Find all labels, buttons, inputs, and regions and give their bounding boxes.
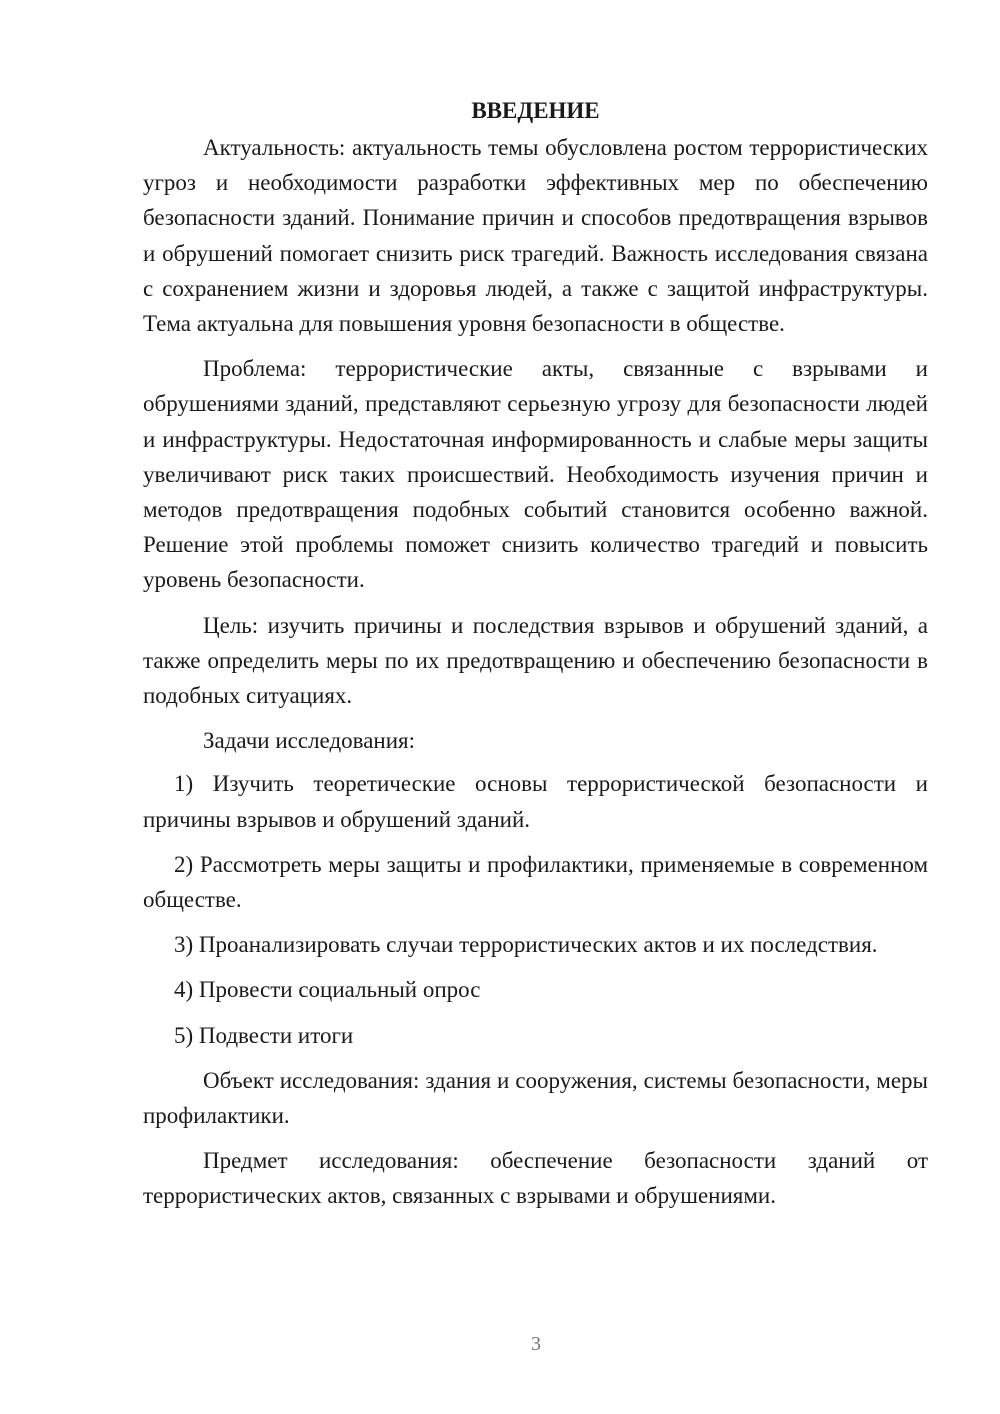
object-paragraph: Объект исследования: здания и сооружения, системы безопасности, меры профилактики. (143, 1067, 928, 1129)
task-item: 2) Рассмотреть меры защиты и профилактики, применяемые в современном обществе. (143, 851, 928, 913)
page-title: ВВЕДЕНИЕ (471, 98, 600, 123)
task-item: 4) Провести социальный опрос (174, 977, 481, 1003)
relevance-paragraph: Актуальность: актуальность темы обусловлена ростом террористических угроз и необходимости разработки эффективных мер по обеспечению безопасности зданий. Понимание причин и способов предотвращения взрывов и обрушений помогает снизить риск трагедий. Важность исследования связана с сохранением жизни и здоровья людей, а также с защитой инфраструктуры. Тема актуальна для повышения уровня безопасности в обществе. (143, 135, 928, 337)
task-item: 5) Подвести итоги (174, 1022, 354, 1048)
task-item: 1) Изучить теоретические основы террористической безопасности и причины взрывов и обрушений зданий. (143, 771, 928, 832)
tasks-heading: Задачи исследования: (203, 728, 416, 754)
task-item: 3) Проанализировать случаи террористических актов и их последствия. (174, 932, 878, 958)
goal-paragraph: Цель: изучить причины и последствия взрывов и обрушений зданий, а также определить меры по их предотвращению и обеспечению безопасности в подобных ситуациях. (143, 612, 928, 709)
page-number: 3 (531, 1333, 541, 1355)
subject-paragraph: Предмет исследования: обеспечение безопасности зданий от террористических актов, связанных с взрывами и обрушениями. (143, 1148, 928, 1209)
problem-paragraph: Проблема: террористические акты, связанные с взрывами и обрушениями зданий, представляют серьезную угрозу для безопасности людей и инфраструктуры. Недостаточная информированность и слабые меры защиты увеличивают риск таких происшествий. Необходимость изучения причин и методов предотвращения подобных событий становится особенно важной. Решение этой проблемы поможет снизить количество трагедий и повысить уровень безопасности. (143, 356, 928, 593)
document-body (143, 93, 928, 1224)
